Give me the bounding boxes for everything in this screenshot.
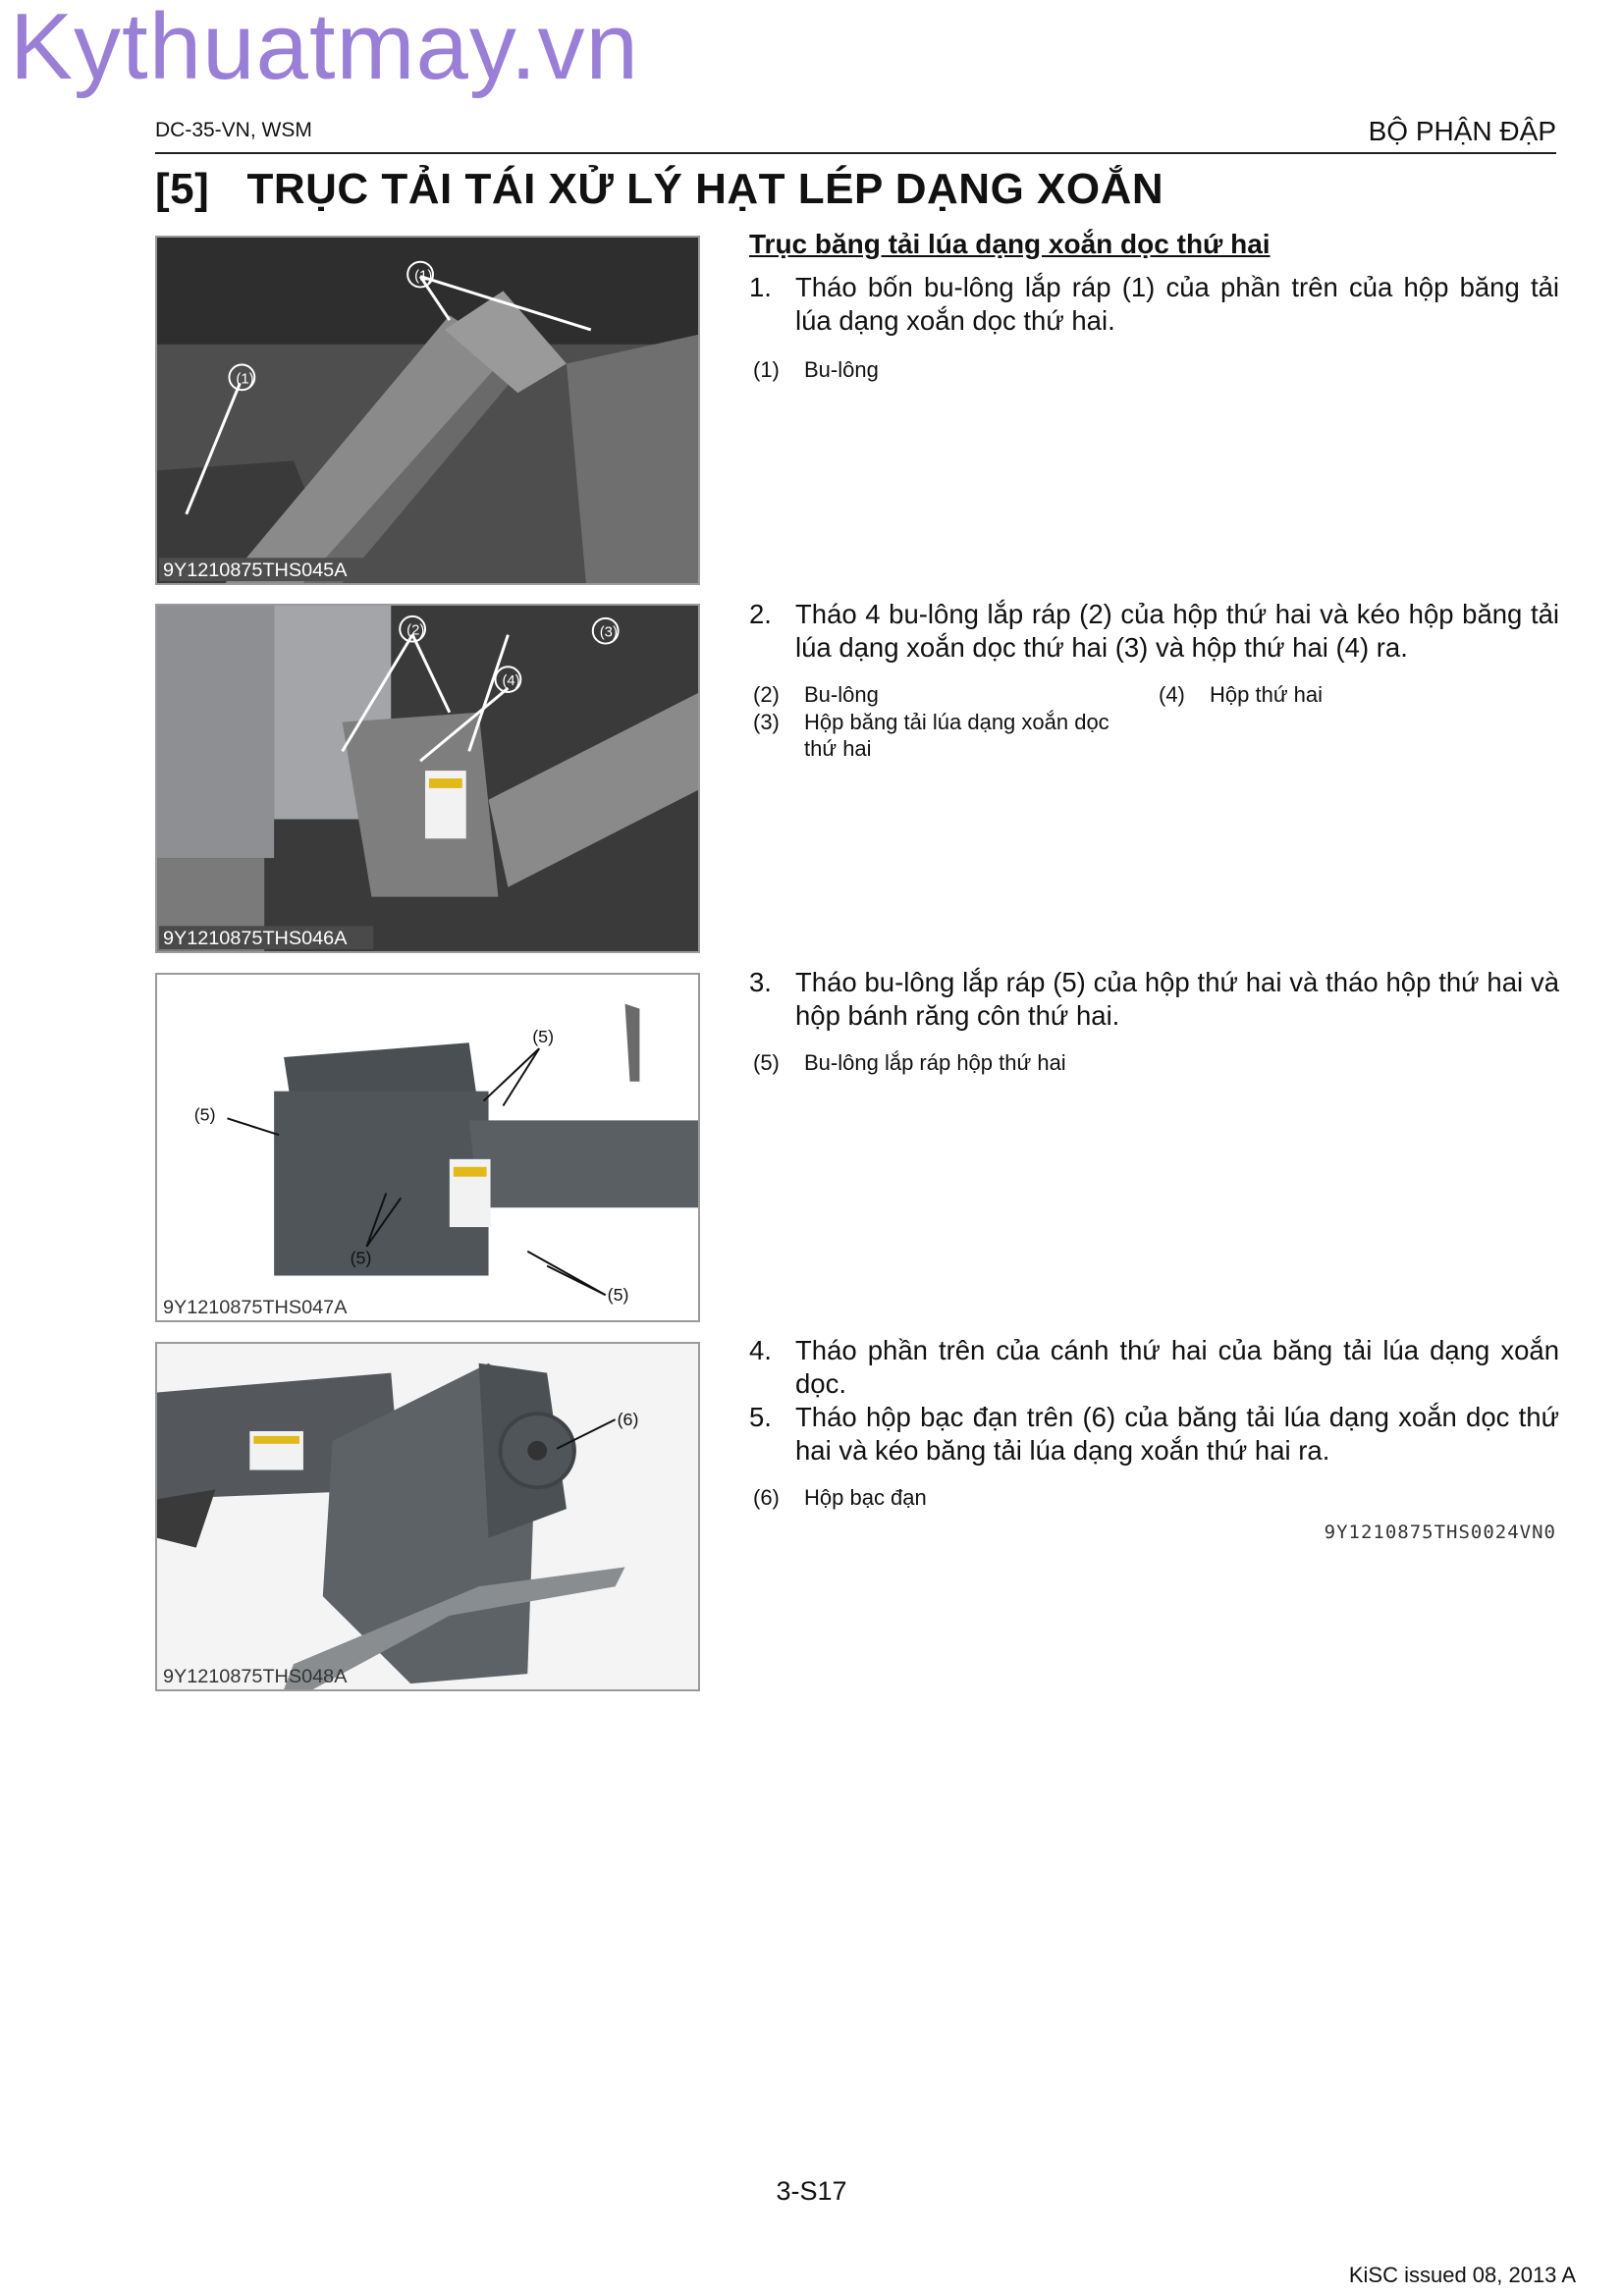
step-text: Tháo bốn bu-lông lắp ráp (1) của phần trên của hộp băng tải lúa dạng xoắn dọc thứ hai. — [795, 272, 1559, 336]
section-subheading: Trục băng tải lúa dạng xoắn dọc thứ hai — [749, 229, 1271, 259]
legend-number: (2) — [753, 682, 780, 707]
legend-number: (4) — [1159, 682, 1185, 707]
photo-2 — [155, 604, 700, 953]
photo-4-code: 9Y1210875THS048A — [162, 1666, 348, 1688]
step-3 — [749, 966, 1559, 1033]
step-2 — [749, 598, 1559, 665]
legend-text: Bu-lông lắp ráp hộp thứ hai — [804, 1050, 1066, 1075]
legend-3 — [753, 1049, 1539, 1079]
step-text: Tháo phần trên của cánh thứ hai của băng tải lúa dạng xoắn dọc. — [795, 1335, 1559, 1399]
document-id: 9Y1210875THS0024VN0 — [1324, 1522, 1556, 1543]
step-number: 5. — [749, 1402, 772, 1432]
photo-3-callout-d: (5) — [607, 1285, 629, 1306]
legend-number: (6) — [753, 1485, 780, 1510]
watermark-logo: Kythuatmay.vn — [10, 0, 639, 99]
photo-3-callout-b: (5) — [193, 1104, 216, 1125]
legend-text: Hộp bạc đạn — [804, 1485, 927, 1510]
step-text: Tháo 4 bu-lông lắp ráp (2) của hộp thứ hai và kéo hộp băng tải lúa dạng xoắn dọc thứ hai (3) và hộp thứ hai (4) ra. — [795, 599, 1559, 663]
legend-text: Hộp băng tải lúa dạng xoắn dọc thứ hai — [804, 710, 1109, 761]
page-title: [5] TRỤC TẢI TÁI XỬ LÝ HẠT LÉP DẠNG XOẮN — [155, 165, 1164, 213]
step-number: 1. — [749, 272, 772, 302]
photo-4-callout-6: (6) — [617, 1410, 639, 1430]
photo-4 — [155, 1342, 700, 1691]
legend-1 — [753, 356, 1539, 386]
step-number: 3. — [749, 967, 772, 997]
header-section: BỘ PHẬN ĐẬP — [1368, 116, 1556, 146]
photo-1-callout-a: (1) — [414, 268, 433, 285]
photo-2-callout-2: (2) — [406, 622, 425, 639]
legend-text: Bu-lông — [804, 682, 879, 707]
photo-1-code: 9Y1210875THS045A — [162, 560, 348, 582]
legend-2c — [1159, 681, 1551, 711]
step-4 — [749, 1334, 1559, 1401]
photo-3 — [155, 973, 700, 1322]
photo-3-callout-a: (5) — [532, 1027, 555, 1047]
step-text: Tháo hộp bạc đạn trên (6) của băng tải lúa dạng xoắn dọc thứ hai và kéo băng tải lúa dạng xoắn thứ hai ra. — [795, 1402, 1559, 1466]
photo-3-callout-c: (5) — [350, 1248, 372, 1268]
page-number: 3-S17 — [776, 2176, 847, 2206]
legend-2a — [753, 681, 1146, 711]
footer-issue: KiSC issued 08, 2013 A — [1348, 2263, 1576, 2287]
photo-1-callout-b: (1) — [236, 371, 254, 388]
legend-number: (5) — [753, 1050, 780, 1075]
step-number: 2. — [749, 599, 772, 629]
photo-2-callout-3: (3) — [599, 624, 618, 641]
legend-2b — [753, 709, 1146, 768]
step-1 — [749, 271, 1559, 338]
header-divider — [155, 152, 1556, 154]
legend-text: Bu-lông — [804, 357, 879, 382]
legend-text: Hộp thứ hai — [1210, 682, 1324, 707]
legend-number: (3) — [753, 710, 780, 734]
step-text: Tháo bu-lông lắp ráp (5) của hộp thứ hai và tháo hộp thứ hai và hộp bánh răng côn thứ hai. — [795, 967, 1559, 1031]
header-model: DC-35-VN, WSM — [155, 119, 312, 141]
photo-3-code: 9Y1210875THS047A — [162, 1297, 348, 1319]
photo-2-code: 9Y1210875THS046A — [162, 928, 348, 950]
step-number: 4. — [749, 1335, 772, 1365]
photo-1 — [155, 236, 700, 585]
legend-4 — [753, 1484, 1539, 1514]
photo-2-callout-4: (4) — [502, 673, 520, 690]
legend-number: (1) — [753, 357, 780, 382]
step-5 — [749, 1401, 1559, 1468]
